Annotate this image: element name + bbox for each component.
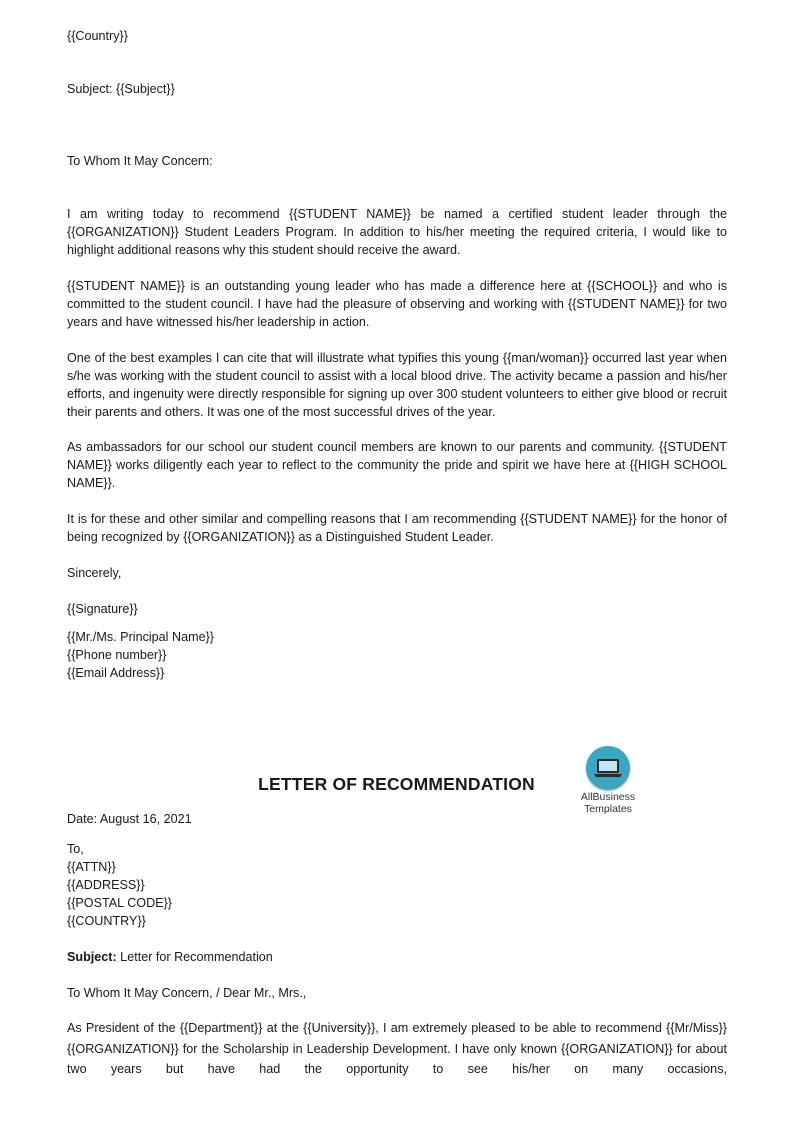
address-placeholder: {{ADDRESS}} [67,878,145,892]
letter-title: LETTER OF RECOMMENDATION [258,774,535,794]
signature-placeholder: {{Signature}} [67,602,138,616]
subject-line-lower [67,948,273,966]
phone-number: {{Phone number}} [67,648,167,662]
body-paragraph-4: As ambassadors for our school our student council members are known to our parents and community. {{STUDENT NAME}} works diligently each year to reflect to the community the pride and spirit we have here at {{HIGH SCHOOL NAME}}. [67,440,727,490]
country-placeholder: {{Country}} [67,29,128,43]
logo-text-line-2: Templates [584,803,632,815]
body-paragraph-5: It is for these and other similar and compelling reasons that I am recommending {{STUDENT NAME}} for the honor of being recognized by {{ORGANIZATION}} as a Distinguished Student Leader. [67,512,727,544]
country-placeholder-lower: {{COUNTRY}} [67,914,146,928]
subject-text: Letter for Recommendation [116,950,273,964]
logo-circle [586,746,630,790]
greeting-lower: To Whom It May Concern, / Dear Mr., Mrs., [67,986,307,1000]
allbusiness-logo [572,746,648,820]
postal-code-placeholder: {{POSTAL CODE}} [67,896,172,910]
greeting: To Whom It May Concern: [67,154,213,168]
subject-label: Subject: [67,950,117,964]
subject-line: Subject: {{Subject}} [67,82,175,96]
body-paragraph-2: {{STUDENT NAME}} is an outstanding young leader who has made a difference here at {{SCHOOL}} and who is committed to the student council. I have had the pleasure of observing and working with {{STUDENT NAME}} for two years and have witnessed his/her leadership in action. [67,279,727,329]
body-paragraph-1: I am writing today to recommend {{STUDENT NAME}} be named a certified student leader through the {{ORGANIZATION}} Student Leaders Program. In addition to his/her meeting the required criteria, I would like to highlight additional reasons why this student should receive the award. [67,207,727,257]
principal-name: {{Mr./Ms. Principal Name}} [67,630,214,644]
to-label: To, [67,842,84,856]
body-paragraph-3: One of the best examples I can cite that will illustrate what typifies this young {{man/woman}} occurred last year when s/he was working with the student council to assist with a local blood drive. The activity became a passion and his/her efforts, and ingenuity were directly responsible for signing up over 300 student volunteers to either give blood or recruit their parents and others. It was one of the most successful drives of the year. [67,351,727,419]
body-paragraph-lower: As President of the {{Department}} at the {{University}}, I am extremely pleased to be able to recommend {{Mr/Miss}} {{ORGANIZATION}} for the Scholarship in Leadership Development. I have only known {{ORGANIZATION}} for about two years but have had the opportunity to see his/her on many occasions, [67,1021,727,1076]
logo-text [572,791,644,815]
letter-date: Date: August 16, 2021 [67,812,192,826]
laptop-icon [586,746,630,790]
closing: Sincerely, [67,566,122,580]
attn-placeholder: {{ATTN}} [67,860,116,874]
email-address: {{Email Address}} [67,666,165,680]
logo-text-line-1: AllBusiness [580,791,636,803]
